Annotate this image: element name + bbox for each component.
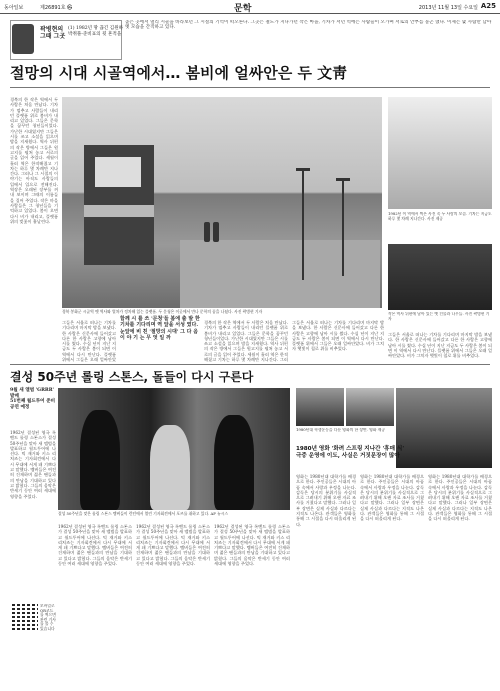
station-old-photo: [388, 97, 492, 209]
article-text-left: 경북의 한 작은 역에서 두 사람은 처음 만났다. 기차가 멈추고 사람들이 내리던 플랫폼 위로 봄비가 내리고 있었다. 그들은 문학을 꿈꾸던 청년들이었다. 가난한 시대였지만 그들은 시를 쓰고 소설을 읽으며 밤을 지새웠다. 역사 뒤편의 작은 방에서 그들은 원고지를 펼쳐 놓고 서로의 글을 읽어 주었다. 세월이 흘러 역은 한적해졌고 기차는 하루 몇 차례만 지나간다. 그러나 그 시절의 이야기는 아직도 사람들의 입에서 입으로 전해진다. 역장은 오래된 장부를 꺼내 보이며 그때의 이름들을 짚어 주었다. 작은 마을 사람들은 그 청년들을 기억하고 있었다. 봄이 오면 다시 비가 내리고, 플랫폼 위의 벚꽃이 흩날린다.: [10, 97, 58, 224]
band-member-figure: [150, 425, 190, 510]
person-figure: [204, 222, 210, 242]
stones-caption: 결성 50주년을 맞은 롤링 스톤스 멤버들이 런던에서 열린 기자회견에서 포즈를 취하고 있다. AP 뉴시스: [58, 511, 229, 516]
article2-text-col4: 1962년 결성된 영국 록밴드 롤링 스톤스가 결성 50주년을 맞아 새 앨범을 발표하고 월드투어에 나선다. 믹 재거와 키스 리처즈는 기자회견에서 다시 무대에 서게 돼 기쁘다고 말했다. 멤버들은 여전히 건재하며 젊은 팬들과의 만남을 기대하고 있다고 밝혔다. 그들의 음악은 반세기 동안 여러 세대에 영향을 주었다.: [214, 524, 290, 567]
article3-text-col1: 영화는 1980년대 대학가를 배경으로 한다. 주인공들은 시대의 아픔 속에서 사랑과 우정을 나눈다. 감독은 당시의 분위기를 사실적으로 그려내기 위해 오랜 자료 조사를 거쳤다고 말했다. 그러나 일부 장면은 실제 사실과 다르다는 지적도 나온다. 관객들은 영화를 통해 그 시절을 다시 떠올리게 된다.: [296, 474, 356, 527]
lamp-post: [302, 170, 304, 280]
article3-text-col3: 영화는 1980년대 대학가를 배경으로 한다. 주인공들은 시대의 아픔 속에서 사랑과 우정을 나눈다. 감독은 당시의 분위기를 사실적으로 그려내기 위해 오랜 자료 조사를 거쳤다고 말했다. 그러나 일부 장면은 실제 사실과 다르다는 지적도 나온다. 관객들은 영화를 통해 그 시절을 다시 떠올리게 된다.: [428, 474, 492, 522]
headline-3: 1980년 영화 '화려 스프링 지나간 '휴매 식' 극중 운영에 이도, 사실은 거짓문장이 많아: [296, 446, 405, 459]
headline-2: 결성 50주년 롤링 스톤스, 돌들이 다시 구른다: [10, 370, 254, 384]
lamp-post: [342, 180, 344, 276]
article-text-col2: 그들은 서울로 떠나는 기차를 기다리며 마지막 밤을 보냈다. 한 사람은 신문사에 들어갔고 다른 한 사람은 고향에 남아 시를 썼다. 수십 년이 지난 지금도 두 사람은 봄이 되면 이 역에서 다시 만난다. 플랫폼 위에서 그들은 오래 얼싸안았: [62, 320, 116, 362]
band-member-figure: [214, 415, 254, 510]
issue-number: 제26891호 ㉿: [40, 5, 73, 11]
article-text-col4: 그들은 서울로 떠나는 기차를 기다리며 마지막 밤을 보냈다. 한 사람은 신문사에 들어갔고 다른 한 사람은 고향에 남아 시를 썼다. 수십 년이 지난 지금도 두 사람은 봄이 되면 이 역에서 다시 만난다. 플랫폼 위에서 그들은 오래 얼싸안았다. 비가 그치자 햇빛이 철로 위를 비추었다.: [292, 320, 384, 352]
subheadline-2: 9월 새 앨범 'GRRR' 발매 51번째 월드투어 준비 공연 예정: [10, 388, 56, 410]
section-title: 문학: [234, 4, 252, 14]
station-building-photo: [388, 244, 492, 310]
right-caption-1: 1982년 이 역에서 찍은 사진 속 두 사람의 모습. 기차는 지금도 하루 몇 차례 지나간다. 사진 제공: [388, 212, 492, 221]
person-figure: [213, 222, 219, 242]
qr-caption: 모바일로 QR코드를 찍으면 관련 기사를 볼 수 있습니다: [40, 604, 56, 631]
platform: [180, 240, 380, 308]
qr-code-pattern: [12, 604, 38, 630]
author-avatar: [12, 24, 34, 54]
column-subtitle: (1) 1982년 땅 끊긴 김원하 박쥐풀-준비표의 뒷 흔적을: [68, 26, 124, 37]
film-still-1: [296, 388, 344, 426]
train-window: [95, 157, 141, 187]
page-number: A25: [480, 2, 496, 10]
lamp-head: [336, 178, 350, 181]
column-name: 곽병현의 그때 그곳: [40, 26, 66, 40]
film-still-2: [346, 388, 394, 426]
film-caption: 1980년대 학생운동을 다룬 영화의 한 장면. 영화 제공: [296, 428, 386, 432]
page-header: [0, 0, 500, 14]
divider: [10, 364, 490, 365]
film-still-3: [396, 388, 492, 468]
article2-text-col3: 1962년 결성된 영국 록밴드 롤링 스톤스가 결성 50주년을 맞아 새 앨범을 발표하고 월드투어에 나선다. 믹 재거와 키스 리처즈는 기자회견에서 다시 무대에 서게 돼 기쁘다고 말했다. 멤버들은 여전히 건재하며 젊은 팬들과의 만남을 기대하고 있다고 밝혔다. 그들의 음악은 반세기 동안 여러 세대에 영향을 주었다.: [136, 524, 210, 567]
divider: [10, 87, 490, 88]
lamp-head: [296, 168, 310, 171]
article-text-col5: 그들은 서울로 떠나는 기차를 기다리며 마지막 밤을 보냈다. 한 사람은 신문사에 들어갔고 다른 한 사람은 고향에 남아 시를 썼다. 수십 년이 지난 지금도 두 사람은 봄이 되면 이 역에서 다시 만난다. 플랫폼 위에서 그들은 오래 얼싸안았다. 비가 그치자 햇빛이 철로 위를 비추었다.: [388, 332, 492, 359]
train-stripe: [84, 205, 154, 217]
page-date: 2013년 11월 13일 수요일: [418, 5, 478, 11]
headline: 절망의 시대 시골역에서… 봄비에 얼싸안은 두 文靑: [10, 64, 348, 82]
article2-text-left: 1962년 결성된 영국 록밴드 롤링 스톤스가 결성 50주년을 맞아 새 앨범을 발표하고 월드투어에 나선다. 믹 재거와 키스 리처즈는 기자회견에서 다시 무대에 서게 돼 기쁘다고 말했다. 멤버들은 여전히 건재하며 젊은 팬들과의 만남을 기대하고 있다고 밝혔다. 그들의 음악은 반세기 동안 여러 세대에 영향을 주었다.: [10, 430, 56, 499]
article2-text-col2: 1962년 결성된 영국 록밴드 롤링 스톤스가 결성 50주년을 맞아 새 앨범을 발표하고 월드투어에 나선다. 믹 재거와 키스 리처즈는 기자회견에서 다시 무대에 서게 돼 기쁘다고 말했다. 멤버들은 여전히 건재하며 젊은 팬들과의 만남을 기대하고 있다고 밝혔다. 그들의 음악은 반세기 동안 여러 세대에 영향을 주었다.: [58, 524, 132, 567]
pull-quote: 함께 시 를 쓰 '문청'들 봄에 출 발 한 기차를 기다리며 역 앞을 서성 였다. 눈앞에 비 친 '절망의 시대' 그 다 음 이 야 기 는 무 엇 일 까: [120, 316, 200, 342]
article-text-col3: 경북의 한 작은 역에서 두 사람은 처음 만났다. 기차가 멈추고 사람들이 내리던 플랫폼 위로 봄비가 내리고 있었다. 그들은 문학을 꿈꾸던 청년들이었다. 가난한 시대였지만 그들은 시를 쓰고 소설을 읽으며 밤을 지새웠다. 역사 뒤편의 작은 방에서 그들은 원고지를 펼쳐 놓고 서로의 글을 읽어 주었다. 세월이 흘러 역은 한적해졌고 기차는 하루 몇 차례만 지나간다. 그러: [204, 320, 288, 362]
band-member-figure: [80, 410, 120, 510]
paper-name: 동아일보: [4, 5, 24, 11]
article3-text-col2: 영화는 1980년대 대학가를 배경으로 한다. 주인공들은 시대의 아픔 속에서 사랑과 우정을 나눈다. 감독은 당시의 분위기를 사실적으로 그려내기 위해 오랜 자료 조사를 거쳤다고 말했다. 그러나 일부 장면은 실제 사실과 다르다는 지적도 나온다. 관객들은 영화를 통해 그 시절을 다시 떠올리게 된다.: [360, 474, 424, 522]
train-caption: 경북 봉화군 시골역 옛 역사와 열차가 정차해 있는 플랫폼. 두 문청은 이곳에서 만나 문학의 꿈을 나눴다. 사진 곽병현 기자: [62, 309, 263, 314]
right-caption-2: 작은 역사 뒤편에 남아 있는 옛 건물과 나무들. 사진 곽병현 기자: [388, 312, 490, 321]
intro-text: 높은 곳에서 멀리 시골을 바라보던 그 시절의 기억이 떠오른다. 그곳은 철도가 지나가던 작은 마을, 기차가 서던 역에는 사람들이 오가며 서로의 안부를 묻곤 했다. 이제는 몇 사람만 남아 옛 모습을 간직하고 있다.: [125, 20, 492, 31]
